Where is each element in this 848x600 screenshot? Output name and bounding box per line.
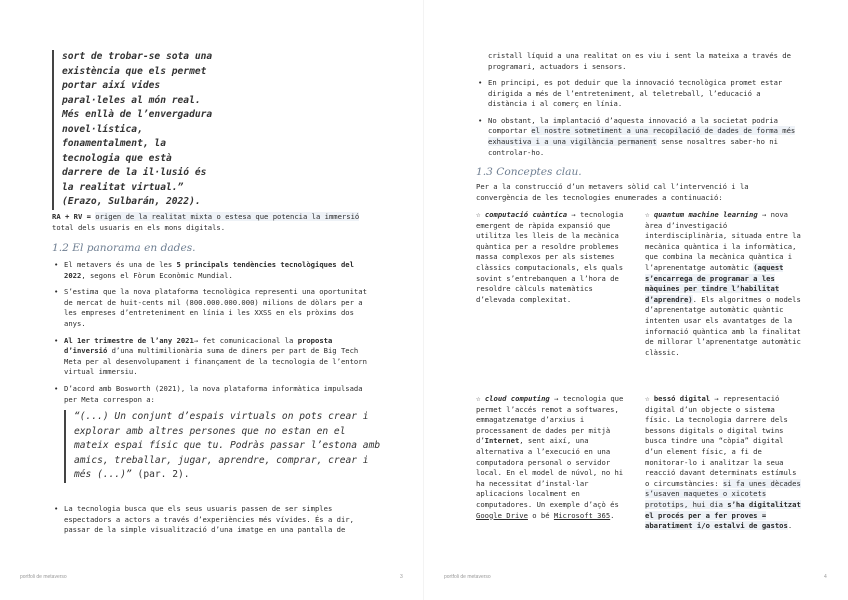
footer-label: portfoli de metaverso	[20, 574, 67, 580]
quote-line: tecnologia que està	[62, 152, 172, 164]
concept-cloud-computing: ☆ cloud computing → tecnologia que permet l’accés remot a softwares, emmagatzematge d’arxius i processament de dades per mitjà d’Internet, sent així, una alternativa a l’execució en una computadora personal o servidor local. En el model de núvol, no hi ha necessitat d’instal·lar aplicacions localment en computadores. Un exemple d’açò és Google Drive o bé Microsoft 365.	[476, 394, 624, 520]
definition-rest: total dels usuaris en els mons digitals.	[52, 222, 226, 232]
concept-quantum-ml: ☆ quantum machine learning → nova àrea d’investigació interdisciplinària, situada entre la mecànica quàntica i la informàtica, que combina la mecànica quàntica i l’aprenentatge automàtic (aquest s’encarrega de programar a les màquines per tindre l’habilitat d’aprendre). Els algoritmes o models d’aprenentatge automàtic quàntic intenten usar els avantatges de la informació quàntica amb la finalitat de millorar l’aprenentatge automàtic clàssic.	[645, 210, 801, 357]
section-heading-1-3: 1.3 Conceptes clau.	[476, 166, 582, 178]
data-bullet-list	[52, 260, 374, 411]
bosworth-quote	[64, 410, 384, 483]
quote-line: Més enllà de l’envergadura	[62, 109, 213, 120]
concept-digital-twin: ☆ bessó digital → representació digital d’un objecte o sistema físic. La tecnologia darrere dels bessons digitals o digital twins busca tindre una “còpia” digital d’un element físic, a fi de monitorar-lo i analitzar la seua reacció davant determinats estímuls o circumstàncies: si fa unes dècades s’usaven maquetes o xicotets prototips, hui dia s’ha digitalitzat el procés per a fer proves = abaratiment i/o estalvi de gastos.	[645, 394, 801, 531]
quote-line: darrere de la il·lusió és	[62, 167, 207, 178]
right-page	[424, 0, 848, 600]
page-number: 3	[400, 574, 403, 580]
list-item: • En principi, es pot deduir que la innovació tecnològica promet estar dirigida a més de l’entreteniment, al teletreball, l’educació a distància i al comerç en línia.	[476, 78, 798, 110]
google-drive-link[interactable]: Google Drive	[476, 510, 528, 520]
star-icon: ☆	[645, 210, 650, 219]
quote-block	[52, 50, 292, 210]
list-item: • S’estima que la nova plataforma tecnològica representi una oportunitat de mercat de huit-cents mil (800.000.000.000) milions de dòlars per a les empreses d’entreteniment en línia i les XXSS en els pròxims dos anys.	[52, 287, 374, 329]
bosworth-quote-cite: (par. 2).	[137, 469, 190, 481]
list-item: • El metavers és una de les 5 principals tendències tecnològiques del 2022, segons el Fòrum Econòmic Mundial.	[52, 260, 374, 281]
quote-line: (Erazo, Sulbarán, 2022).	[62, 196, 201, 207]
intro-paragraph: Per a la construcció d’un metavers sòlid cal l’intervenció i la convergència de les tecnologies enumerades a continuació:	[476, 182, 749, 202]
definition-highlight: origen de la realitat mixta o estesa que potencia la immersió	[95, 212, 360, 221]
footer-label: portfoli de metaverso	[444, 574, 491, 580]
bosworth-quote-text: “(...) Un conjunt d’espais virtuals on pots crear i explorar amb altres persones que no estan en el mateix espai físic que tu. Podràs passar l’estona amb amics, treballar, jugar, aprendre, comprar, crear i més (...)”	[74, 411, 381, 481]
list-item: • D’acord amb Bosworth (2021), la nova plataforma informàtica impulsada per Meta correspon a:	[52, 384, 374, 405]
quote-line: existència que els permet	[62, 65, 207, 77]
concept-quantum-computing: ☆ computació cuàntica → tecnologia emergent de ràpida expansió que utilitza les lleis de la mecànica quàntica per a resoldre problemes massa complexos per als sistemes clàssics computacionals, els quals sovint s’entrebanquen a l’hora de resoldre càlculs matemàtics d’elevada complexitat.	[476, 210, 624, 304]
list-item: • Al 1er trimestre de l’any 2021→ fet comunicacional la proposta d’inversió d’una multimilionària suma de diners per part de Big Tech Meta per al desenvolupament i finançament de la tecnologia de l’entorn virtual immersiu.	[52, 336, 374, 378]
quote-line: fonamentalment, la	[62, 138, 166, 149]
star-icon: ☆	[476, 210, 481, 219]
microsoft-365-link[interactable]: Microsoft 365	[553, 510, 611, 520]
quote-line: la realitat virtual.”	[62, 181, 184, 193]
quote-line: paral·leles al món real.	[62, 94, 201, 106]
star-icon: ☆	[476, 394, 481, 403]
continued-paragraph: cristall líquid a una realitat on es viu i sent la mateixa a través de programari, actuadors i sensors.	[488, 51, 791, 71]
list-item: • La tecnologia busca que els seus usuaris passen de ser simples espectadors a actors a través d’experiències més vívides. És a dir, passar de la simple visualització d’una imatge en una pantalla de	[52, 504, 374, 536]
star-icon: ☆	[645, 394, 650, 403]
list-item: • No obstant, la implantació d’aquesta innovació a la societat podria comportar el nostre sotmetiment a una recopilació de dades de forma més exhaustiva i a una vigilància permanent sense nosaltres saber-ho ni controlar-ho.	[476, 116, 798, 158]
page-number: 4	[824, 574, 827, 580]
definition-line	[52, 212, 382, 234]
closing-bullet-list	[52, 504, 374, 542]
quote-line: sort de trobar-se sota una	[62, 51, 213, 62]
implications-list	[476, 78, 798, 164]
section-heading-1-2: 1.2 El panorama en dades.	[52, 242, 196, 254]
definition-term: RA + RV =	[52, 212, 91, 221]
quote-line: portar així vides	[62, 80, 161, 91]
quote-line: novel·lística,	[62, 123, 143, 135]
